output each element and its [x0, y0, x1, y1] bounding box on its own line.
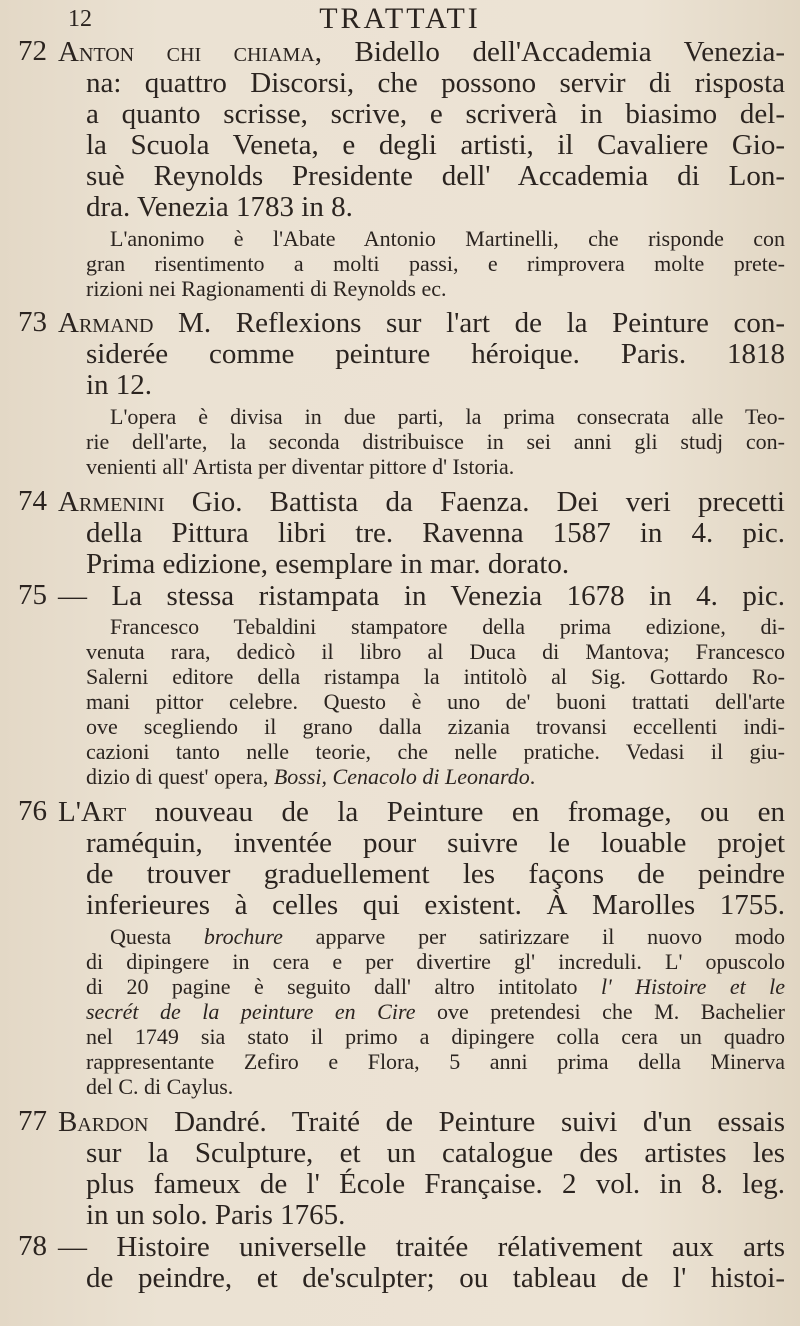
text-segment: apparve per satirizzare il nuovo modo — [282, 924, 786, 949]
text-segment: — Histoire universelle traitée rélativement aux arts — [58, 1231, 785, 1263]
text-segment: inferieures à celles qui existent. À Marolles 1755. — [86, 889, 785, 921]
page-number: 12 — [68, 6, 92, 32]
text-segment: — La stessa ristampata in Venezia 1678 in 4. pic. — [58, 580, 785, 612]
entry-note-line — [86, 454, 785, 479]
entry-number: 76 — [18, 795, 47, 827]
entry-title-line — [86, 369, 785, 401]
entry-title-line — [86, 858, 785, 890]
entry-note-line — [86, 1024, 785, 1049]
entry-title-line — [58, 486, 785, 518]
author-name: L'Art — [58, 796, 127, 828]
text-segment: L'opera è divisa in due parti, la prima consecrata alle Teo- — [110, 404, 785, 429]
entry-note-line — [86, 664, 785, 689]
entry-note-line — [110, 614, 785, 639]
text-segment: venuta rara, dedicò il libro al Duca di Mantova; Francesco — [86, 639, 785, 664]
text-segment: in un solo. Paris 1765. — [86, 1199, 346, 1231]
entry-title-line — [58, 1231, 785, 1263]
author-name: Armand — [58, 307, 154, 339]
text-segment: de trouver graduellement les façons de peindre — [86, 858, 785, 890]
entry-note-line — [86, 949, 785, 974]
text-segment: , Bidello dell'Accademia Venezia- — [314, 36, 786, 68]
text-segment: siderée comme peinture héroique. Paris. 1818 — [86, 338, 785, 370]
text-segment: suè Reynolds Presidente dell' Accademia di Lon- — [86, 160, 785, 192]
entry-note-line — [86, 974, 785, 999]
entry-note-line — [86, 1049, 785, 1074]
entry-number: 73 — [18, 306, 47, 338]
entry-title-line — [86, 98, 785, 130]
text-segment: venienti all' Artista per diventar pittore d' Istoria. — [86, 454, 515, 479]
entry-note-line — [86, 639, 785, 664]
text-segment: rizioni nei Ragionamenti di Reynolds ec. — [86, 276, 447, 301]
entry-number: 75 — [18, 579, 47, 611]
entry-number: 72 — [18, 35, 47, 67]
text-segment: nouveau de la Peinture en fromage, ou en — [126, 796, 785, 828]
entry-note-line — [86, 689, 785, 714]
entry-note-line — [110, 924, 785, 949]
text-segment: del C. di Caylus. — [86, 1074, 234, 1099]
entry-note-line — [86, 714, 785, 739]
text-segment: in 12. — [86, 369, 153, 401]
text-segment: na: quattro Discorsi, che possono servir di risposta — [86, 67, 785, 99]
entry-note-line — [86, 1074, 785, 1099]
text-segment: Dandré. Traité de Peinture suivi d'un essais — [148, 1106, 785, 1138]
text-segment: Gio. Battista da Faenza. Dei veri precetti — [164, 486, 785, 518]
text-segment: di 20 pagine è seguito dall' altro intitolato — [86, 974, 601, 999]
entry-note-line — [86, 276, 785, 301]
italic-title: brochure — [203, 924, 283, 949]
text-segment: cazioni tanto nelle teorie, che nelle pratiche. Vedasi il giu- — [86, 739, 785, 764]
italic-title: Bossi, Cenacolo di Leonardo — [273, 764, 530, 789]
entry-title-line — [58, 580, 785, 612]
italic-title: l' Histoire et le — [600, 974, 785, 999]
entry-note-line — [86, 739, 785, 764]
text-segment: L'anonimo è l'Abate Antonio Martinelli, che risponde con — [110, 226, 785, 251]
text-segment: di dipingere in cera e per divertire gl' increduli. L' opuscolo — [86, 949, 785, 974]
text-segment: della Pittura libri tre. Ravenna 1587 in 4. pic. — [86, 517, 785, 549]
text-segment: M. Reflexions sur l'art de la Peinture con- — [153, 307, 785, 339]
entry-note-line — [86, 999, 785, 1024]
entry-title-line — [86, 827, 785, 859]
entry-title-line — [86, 129, 785, 161]
text-segment: ove pretendesi che M. Bachelier — [415, 999, 786, 1024]
entry-title-line — [86, 338, 785, 370]
text-segment: . — [529, 764, 536, 789]
text-segment: rappresentante Zefiro e Flora, 5 anni prima della Minerva — [86, 1049, 785, 1074]
entry-title-line — [86, 1168, 785, 1200]
entry-title-line — [58, 796, 785, 828]
text-segment: Francesco Tebaldini stampatore della prima edizione, di- — [110, 614, 785, 639]
entry-number: 74 — [18, 485, 47, 517]
entry-note-line — [86, 764, 785, 789]
text-segment: ove scegliendo il grano dalla zizania trovansi eccellenti indi- — [86, 714, 785, 739]
entry-title-line — [86, 517, 785, 549]
author-name: Armenini — [58, 486, 165, 518]
text-segment: dizio di quest' opera, — [86, 764, 274, 789]
italic-title: secrét de la peinture en Cire — [86, 999, 416, 1024]
text-segment: Questa — [110, 924, 204, 949]
running-title: TRATTATI — [319, 2, 481, 35]
entry-title-line — [58, 307, 785, 339]
text-segment: Salerni editore della ristampa la intitolò al Sig. Gottardo Ro- — [86, 664, 785, 689]
text-segment: Prima edizione, esemplare in mar. dorato. — [86, 548, 570, 580]
text-segment: raméquin, inventée pour suivre le louable projet — [86, 827, 785, 859]
entry-title-line — [86, 548, 785, 580]
author-name: Bardon — [58, 1106, 149, 1138]
text-segment: la Scuola Veneta, e degli artisti, il Cavaliere Gio- — [86, 129, 785, 161]
entry-title-line — [86, 1262, 785, 1294]
text-segment: a quanto scrisse, scrive, e scriverà in biasimo del- — [86, 98, 785, 130]
entry-title-line — [86, 1199, 785, 1231]
entry-title-line — [86, 160, 785, 192]
text-segment: rie dell'arte, la seconda distribuisce in sei anni gli studj con- — [86, 429, 785, 454]
entry-note-line — [110, 226, 785, 251]
entry-number: 78 — [18, 1230, 47, 1262]
entry-title-line — [58, 36, 785, 68]
text-segment: de peindre, et de'sculpter; ou tableau de l' histoi- — [86, 1262, 785, 1294]
entry-title-line — [86, 67, 785, 99]
entry-title-line — [86, 191, 785, 223]
entry-note-line — [86, 429, 785, 454]
text-segment: mani pittor celebre. Questo è uno de' buoni trattati dell'arte — [86, 689, 785, 714]
entry-title-line — [86, 1137, 785, 1169]
text-segment: nel 1749 sia stato il primo a dipingere colla cera un quadro — [86, 1024, 785, 1049]
text-segment: gran risentimento a molti passi, e rimprovera molte prete- — [86, 251, 785, 276]
entry-note-line — [110, 404, 785, 429]
entry-note-line — [86, 251, 785, 276]
text-segment: plus fameux de l' École Française. 2 vol. in 8. leg. — [86, 1168, 785, 1200]
text-segment: sur la Sculpture, et un catalogue des artistes les — [86, 1137, 785, 1169]
entry-number: 77 — [18, 1105, 47, 1137]
entry-title-line — [86, 889, 785, 921]
text-segment: dra. Venezia 1783 in 8. — [86, 191, 353, 223]
author-name: Anton chi chiama — [58, 36, 315, 68]
entry-title-line — [58, 1106, 785, 1138]
